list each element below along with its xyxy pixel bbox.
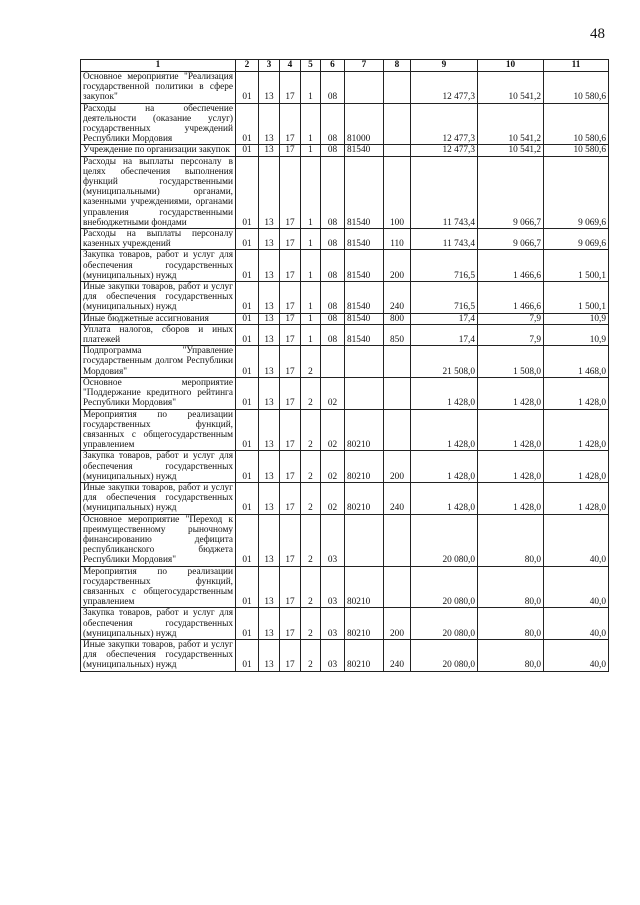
code-cell <box>345 377 384 409</box>
code-cell: 17 <box>280 250 301 282</box>
row-name-cell: Закупка товаров, работ и услуг для обеспечения государственных (муниципальных) нужд <box>81 608 236 640</box>
amount-cell: 10 541,2 <box>478 103 544 145</box>
column-header: 3 <box>259 60 280 72</box>
code-cell: 81000 <box>345 103 384 145</box>
code-cell: 01 <box>236 313 259 324</box>
code-cell: 80210 <box>345 639 384 671</box>
amount-cell: 80,0 <box>478 566 544 608</box>
row-name-cell: Расходы на выплаты персоналу в целях обеспечения выполнения функций государственными (муниципальными) органами, казенными учреждениями, органами управления государственными внебюджетными фондами <box>81 156 236 228</box>
amount-cell: 7,9 <box>478 313 544 324</box>
code-cell: 13 <box>259 145 280 156</box>
code-cell: 200 <box>384 451 411 483</box>
amount-cell: 12 477,3 <box>411 145 478 156</box>
column-header: 11 <box>544 60 609 72</box>
code-cell: 13 <box>259 313 280 324</box>
row-name-cell: Основное мероприятие "Поддержание кредитного рейтинга Республики Мордовия" <box>81 377 236 409</box>
code-cell: 13 <box>259 377 280 409</box>
code-cell: 2 <box>301 451 321 483</box>
code-cell: 1 <box>301 313 321 324</box>
amount-cell: 11 743,4 <box>411 156 478 228</box>
column-header: 4 <box>280 60 301 72</box>
amount-cell: 80,0 <box>478 608 544 640</box>
amount-cell: 10 580,6 <box>544 72 609 104</box>
code-cell: 1 <box>301 156 321 228</box>
code-cell: 01 <box>236 377 259 409</box>
code-cell: 17 <box>280 409 301 451</box>
code-cell: 81540 <box>345 282 384 314</box>
code-cell <box>384 409 411 451</box>
row-name-cell: Подпрограмма "Управление государственным долгом Республики Мордовия" <box>81 346 236 378</box>
amount-cell: 11 743,4 <box>411 229 478 250</box>
code-cell: 13 <box>259 250 280 282</box>
code-cell: 01 <box>236 608 259 640</box>
code-cell: 13 <box>259 103 280 145</box>
code-cell: 81540 <box>345 145 384 156</box>
table-row <box>81 451 609 483</box>
amount-cell: 12 477,3 <box>411 72 478 104</box>
code-cell: 08 <box>321 229 345 250</box>
code-cell: 80210 <box>345 409 384 451</box>
code-cell: 13 <box>259 451 280 483</box>
code-cell: 2 <box>301 608 321 640</box>
amount-cell: 1 428,0 <box>411 377 478 409</box>
code-cell: 01 <box>236 282 259 314</box>
amount-cell: 10 580,6 <box>544 103 609 145</box>
amount-cell: 20 080,0 <box>411 514 478 566</box>
code-cell: 01 <box>236 103 259 145</box>
amount-cell: 20 080,0 <box>411 608 478 640</box>
code-cell: 13 <box>259 282 280 314</box>
amount-cell: 716,5 <box>411 282 478 314</box>
amount-cell: 12 477,3 <box>411 103 478 145</box>
amount-cell: 1 500,1 <box>544 282 609 314</box>
code-cell: 01 <box>236 639 259 671</box>
code-cell: 240 <box>384 282 411 314</box>
code-cell <box>384 72 411 104</box>
code-cell: 2 <box>301 482 321 514</box>
code-cell: 1 <box>301 145 321 156</box>
code-cell: 17 <box>280 282 301 314</box>
code-cell: 17 <box>280 566 301 608</box>
code-cell: 81540 <box>345 313 384 324</box>
code-cell: 17 <box>280 145 301 156</box>
code-cell <box>384 566 411 608</box>
amount-cell: 10 541,2 <box>478 145 544 156</box>
code-cell <box>345 346 384 378</box>
code-cell: 08 <box>321 103 345 145</box>
code-cell: 800 <box>384 313 411 324</box>
column-header: 2 <box>236 60 259 72</box>
code-cell: 08 <box>321 145 345 156</box>
amount-cell: 1 428,0 <box>478 377 544 409</box>
table-row <box>81 145 609 156</box>
table-row <box>81 103 609 145</box>
table-row <box>81 639 609 671</box>
amount-cell: 10 541,2 <box>478 72 544 104</box>
amount-cell: 1 428,0 <box>411 482 478 514</box>
row-name-cell: Мероприятия по реализации государственных функций, связанных с общегосударственным управлением <box>81 566 236 608</box>
code-cell: 08 <box>321 282 345 314</box>
amount-cell: 10,9 <box>544 324 609 345</box>
code-cell: 17 <box>280 156 301 228</box>
column-header: 7 <box>345 60 384 72</box>
column-header: 6 <box>321 60 345 72</box>
code-cell: 13 <box>259 324 280 345</box>
code-cell: 01 <box>236 514 259 566</box>
code-cell: 1 <box>301 282 321 314</box>
table-row <box>81 324 609 345</box>
code-cell: 240 <box>384 482 411 514</box>
table-row <box>81 514 609 566</box>
amount-cell: 40,0 <box>544 639 609 671</box>
table-row <box>81 229 609 250</box>
header-row <box>81 60 609 72</box>
code-cell: 110 <box>384 229 411 250</box>
amount-cell: 1 508,0 <box>478 346 544 378</box>
code-cell <box>345 514 384 566</box>
code-cell: 08 <box>321 156 345 228</box>
table-row <box>81 72 609 104</box>
code-cell: 1 <box>301 250 321 282</box>
code-cell: 80210 <box>345 608 384 640</box>
amount-cell: 1 428,0 <box>544 409 609 451</box>
amount-cell: 80,0 <box>478 514 544 566</box>
code-cell: 01 <box>236 409 259 451</box>
amount-cell: 7,9 <box>478 324 544 345</box>
code-cell: 01 <box>236 451 259 483</box>
table-row <box>81 377 609 409</box>
page-number: 48 <box>590 26 605 42</box>
code-cell: 2 <box>301 346 321 378</box>
row-name-cell: Учреждение по организации закупок <box>81 145 236 156</box>
row-name-cell: Расходы на выплаты персоналу казенных учреждений <box>81 229 236 250</box>
code-cell: 01 <box>236 566 259 608</box>
code-cell <box>384 377 411 409</box>
code-cell: 81540 <box>345 156 384 228</box>
code-cell: 13 <box>259 156 280 228</box>
code-cell: 17 <box>280 346 301 378</box>
amount-cell: 1 428,0 <box>544 482 609 514</box>
amount-cell: 1 428,0 <box>544 451 609 483</box>
code-cell: 01 <box>236 156 259 228</box>
column-header: 1 <box>81 60 236 72</box>
column-header: 9 <box>411 60 478 72</box>
code-cell: 17 <box>280 324 301 345</box>
table-row <box>81 282 609 314</box>
table-row <box>81 608 609 640</box>
code-cell: 01 <box>236 145 259 156</box>
table-row <box>81 482 609 514</box>
row-name-cell: Иные закупки товаров, работ и услуг для обеспечения государственных (муниципальных) нужд <box>81 282 236 314</box>
row-name-cell: Иные бюджетные ассигнования <box>81 313 236 324</box>
code-cell: 17 <box>280 514 301 566</box>
code-cell: 2 <box>301 514 321 566</box>
code-cell: 100 <box>384 156 411 228</box>
amount-cell: 1 500,1 <box>544 250 609 282</box>
code-cell: 13 <box>259 514 280 566</box>
code-cell: 17 <box>280 639 301 671</box>
amount-cell: 9 066,7 <box>478 156 544 228</box>
code-cell: 1 <box>301 103 321 145</box>
amount-cell: 21 508,0 <box>411 346 478 378</box>
code-cell: 17 <box>280 482 301 514</box>
code-cell: 80210 <box>345 451 384 483</box>
row-name-cell: Уплата налогов, сборов и иных платежей <box>81 324 236 345</box>
row-name-cell: Иные закупки товаров, работ и услуг для обеспечения государственных (муниципальных) нужд <box>81 639 236 671</box>
code-cell: 80210 <box>345 482 384 514</box>
code-cell: 01 <box>236 250 259 282</box>
code-cell: 02 <box>321 482 345 514</box>
code-cell: 17 <box>280 103 301 145</box>
code-cell: 1 <box>301 229 321 250</box>
table-row <box>81 250 609 282</box>
code-cell: 17 <box>280 451 301 483</box>
column-header: 10 <box>478 60 544 72</box>
amount-cell: 10 580,6 <box>544 145 609 156</box>
code-cell <box>384 145 411 156</box>
code-cell: 13 <box>259 346 280 378</box>
amount-cell: 1 428,0 <box>478 451 544 483</box>
table-row <box>81 313 609 324</box>
code-cell: 01 <box>236 72 259 104</box>
amount-cell: 40,0 <box>544 514 609 566</box>
code-cell: 200 <box>384 608 411 640</box>
code-cell: 17 <box>280 72 301 104</box>
code-cell: 80210 <box>345 566 384 608</box>
row-name-cell: Основное мероприятие "Переход к преимущественному рыночному финансированию дефицита республиканского бюджета Республики Мордовия" <box>81 514 236 566</box>
code-cell: 2 <box>301 377 321 409</box>
code-cell <box>384 103 411 145</box>
code-cell: 02 <box>321 377 345 409</box>
amount-cell: 9 069,6 <box>544 156 609 228</box>
amount-cell: 1 428,0 <box>478 482 544 514</box>
amount-cell: 40,0 <box>544 608 609 640</box>
code-cell: 01 <box>236 324 259 345</box>
table-row <box>81 566 609 608</box>
code-cell: 1 <box>301 72 321 104</box>
code-cell <box>345 72 384 104</box>
amount-cell: 10,9 <box>544 313 609 324</box>
code-cell: 2 <box>301 639 321 671</box>
amount-cell: 716,5 <box>411 250 478 282</box>
code-cell: 01 <box>236 346 259 378</box>
code-cell: 03 <box>321 566 345 608</box>
code-cell: 81540 <box>345 229 384 250</box>
code-cell: 17 <box>280 313 301 324</box>
code-cell: 13 <box>259 72 280 104</box>
code-cell: 1 <box>301 324 321 345</box>
row-name-cell: Основное мероприятие "Реализация государственной политики в сфере закупок" <box>81 72 236 104</box>
code-cell: 08 <box>321 313 345 324</box>
code-cell: 2 <box>301 409 321 451</box>
amount-cell: 9 066,7 <box>478 229 544 250</box>
amount-cell: 9 069,6 <box>544 229 609 250</box>
row-name-cell: Иные закупки товаров, работ и услуг для обеспечения государственных (муниципальных) нужд <box>81 482 236 514</box>
code-cell: 03 <box>321 608 345 640</box>
code-cell: 17 <box>280 229 301 250</box>
amount-cell: 80,0 <box>478 639 544 671</box>
code-cell: 01 <box>236 229 259 250</box>
code-cell: 81540 <box>345 250 384 282</box>
row-name-cell: Закупка товаров, работ и услуг для обеспечения государственных (муниципальных) нужд <box>81 250 236 282</box>
amount-cell: 20 080,0 <box>411 566 478 608</box>
table-row <box>81 409 609 451</box>
column-header: 8 <box>384 60 411 72</box>
code-cell: 17 <box>280 608 301 640</box>
code-cell: 02 <box>321 451 345 483</box>
table-row <box>81 156 609 228</box>
column-header: 5 <box>301 60 321 72</box>
amount-cell: 1 428,0 <box>544 377 609 409</box>
code-cell: 03 <box>321 514 345 566</box>
code-cell: 08 <box>321 250 345 282</box>
code-cell: 13 <box>259 608 280 640</box>
code-cell: 01 <box>236 482 259 514</box>
code-cell <box>321 346 345 378</box>
amount-cell: 1 468,0 <box>544 346 609 378</box>
code-cell: 13 <box>259 409 280 451</box>
amount-cell: 20 080,0 <box>411 639 478 671</box>
code-cell: 17 <box>280 377 301 409</box>
code-cell: 02 <box>321 409 345 451</box>
code-cell: 03 <box>321 639 345 671</box>
amount-cell: 40,0 <box>544 566 609 608</box>
amount-cell: 1 466,6 <box>478 282 544 314</box>
code-cell: 200 <box>384 250 411 282</box>
row-name-cell: Мероприятия по реализации государственных функций, связанных с общегосударственным управлением <box>81 409 236 451</box>
amount-cell: 1 428,0 <box>411 409 478 451</box>
code-cell: 81540 <box>345 324 384 345</box>
code-cell <box>384 514 411 566</box>
code-cell: 13 <box>259 229 280 250</box>
amount-cell: 17,4 <box>411 324 478 345</box>
code-cell: 850 <box>384 324 411 345</box>
code-cell: 13 <box>259 639 280 671</box>
code-cell: 2 <box>301 566 321 608</box>
row-name-cell: Расходы на обеспечение деятельности (оказание услуг) государственных учреждений Республики Мордовия <box>81 103 236 145</box>
code-cell: 13 <box>259 482 280 514</box>
amount-cell: 1 428,0 <box>411 451 478 483</box>
row-name-cell: Закупка товаров, работ и услуг для обеспечения государственных (муниципальных) нужд <box>81 451 236 483</box>
code-cell: 240 <box>384 639 411 671</box>
code-cell: 08 <box>321 324 345 345</box>
budget-table <box>80 59 609 672</box>
amount-cell: 1 428,0 <box>478 409 544 451</box>
code-cell <box>384 346 411 378</box>
table-row <box>81 346 609 378</box>
amount-cell: 17,4 <box>411 313 478 324</box>
code-cell: 13 <box>259 566 280 608</box>
code-cell: 08 <box>321 72 345 104</box>
amount-cell: 1 466,6 <box>478 250 544 282</box>
